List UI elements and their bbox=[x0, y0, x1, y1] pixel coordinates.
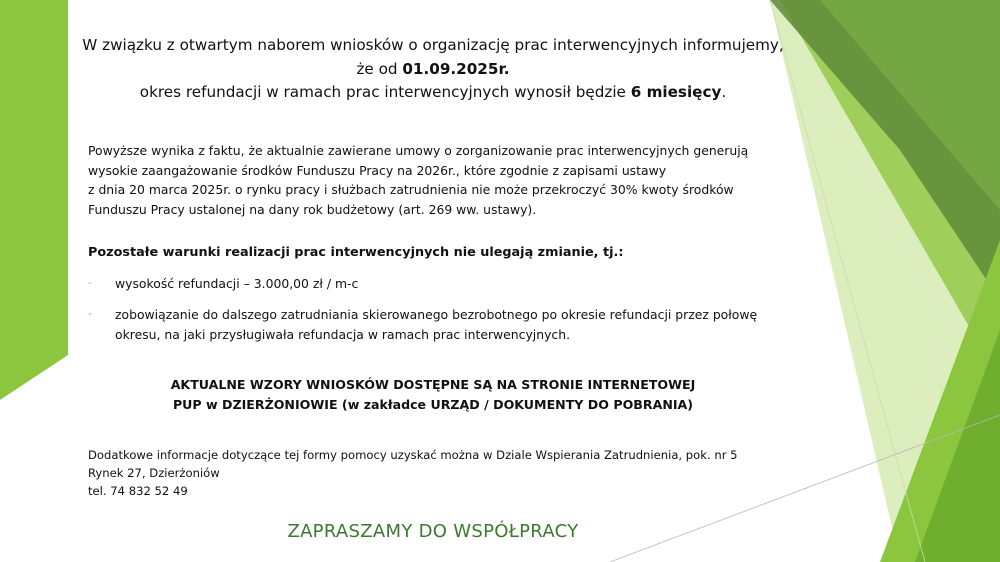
headline bbox=[80, 34, 786, 105]
contact-info bbox=[88, 446, 788, 500]
bullet-marker: - bbox=[88, 309, 92, 320]
paragraph-line: wysokie zaangażowanie środków Funduszu Pracy na 2026r., które zgodnie z zapisami ustawy bbox=[88, 162, 667, 178]
bullet-marker: - bbox=[88, 278, 92, 289]
condition-text: zobowiązanie do dalszego zatrudniania skierowanego bezrobotnego po okresie refundacji przez połowę okresu, na jaki przysługiwała refundacja w ramach prac interwencyjnych. bbox=[115, 307, 758, 342]
start-date: 01.09.2025r. bbox=[402, 59, 510, 78]
notice-line-2: PUP w DZIERŻONIOWIE (w zakładce URZĄD / DOKUMENTY DO POBRANIA) bbox=[172, 397, 694, 412]
headline-line-1: W związku z otwartym naborem wniosków o organizację prac interwencyjnych informujemy, bbox=[82, 36, 784, 54]
paragraph-line: Funduszu Pracy ustalonej na dany rok budżetowy (art. 269 ww. ustawy). bbox=[88, 201, 537, 217]
contact-phone: tel. 74 832 52 49 bbox=[88, 484, 188, 498]
refund-period: 6 miesięcy bbox=[630, 83, 722, 101]
headline-line-2: że od 01.09.2025r. bbox=[356, 59, 510, 78]
forms-notice bbox=[80, 375, 786, 415]
headline-line-3: okres refundacji w ramach prac interwencyjnych wynosił będzie 6 miesięcy. bbox=[139, 83, 727, 101]
explanation-paragraph bbox=[88, 141, 788, 219]
notice-line-1: AKTUALNE WZORY WNIOSKÓW DOSTĘPNE SĄ NA STRONIE INTERNETOWEJ bbox=[170, 377, 696, 392]
contact-line: Dodatkowe informacje dotyczące tej formy pomocy uzyskać można w Dziale Wspierania Zatrudnienia, pok. nr 5 bbox=[88, 448, 738, 462]
condition-text: wysokość refundacji – 3.000,00 zł / m-c bbox=[115, 276, 359, 291]
conditions-heading: Pozostałe warunki realizacji prac interwencyjnych nie ulegają zmianie, tj.: bbox=[88, 245, 624, 260]
contact-address: Rynek 27, Dzierżoniów bbox=[88, 466, 220, 480]
invitation-text: ZAPRASZAMY DO WSPÓŁPRACY bbox=[287, 521, 579, 542]
paragraph-line: z dnia 20 marca 2025r. o rynku pracy i służbach zatrudnienia nie może przekroczyć 30% kwoty środków bbox=[88, 182, 734, 197]
paragraph-line: Powyższe wynika z faktu, że aktualnie zawierane umowy o zorganizowanie prac interwencyjnych generują bbox=[88, 143, 749, 158]
